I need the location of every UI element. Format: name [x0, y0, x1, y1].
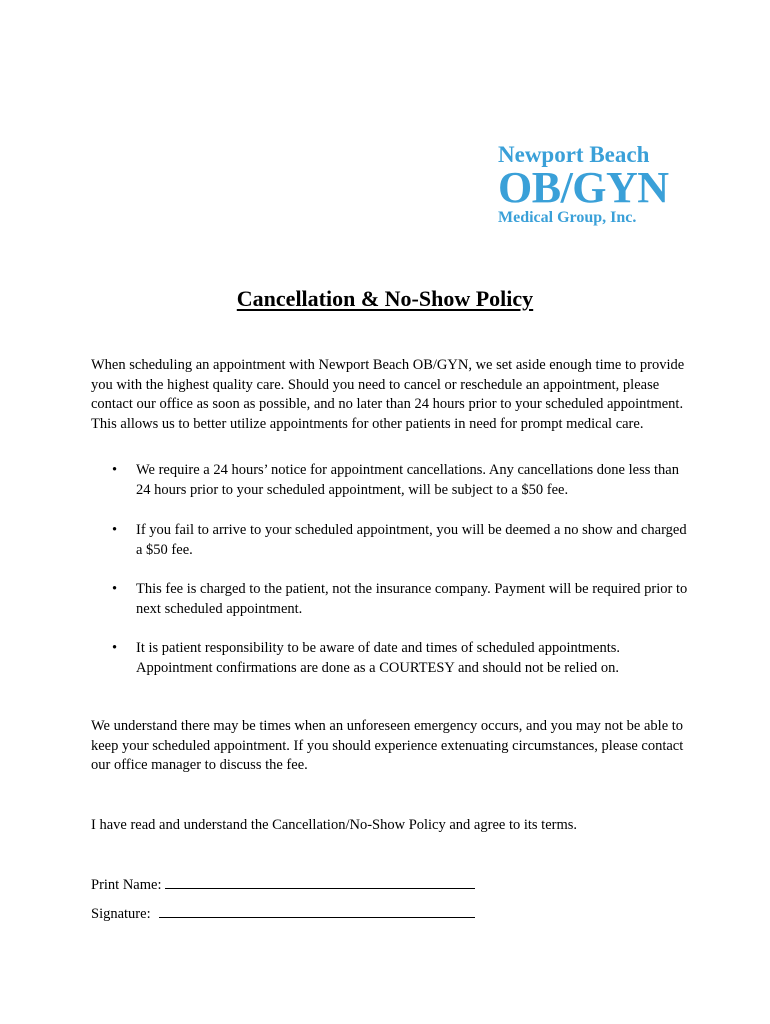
signature-field [91, 903, 475, 925]
bullet-text: This fee is charged to the patient, not the insurance company. Payment will be required prior to next scheduled appointment. [136, 581, 688, 617]
bullet-icon: • [112, 640, 118, 656]
practice-logo [498, 142, 738, 228]
logo-line-1: Newport Beach [498, 142, 650, 167]
logo-line-2: OB/GYN [498, 163, 669, 212]
document-title: Cancellation & No-Show Policy [236, 286, 534, 311]
bullet-icon: • [112, 581, 118, 597]
bullet-text: It is patient responsibility to be aware of date and times of scheduled appointments. Appointment confirmations are done as a COURTESY and should not be relied on. [136, 640, 621, 676]
bullet-text: We require a 24 hours’ notice for appointment cancellations. Any cancellations done less than 24 hours prior to your scheduled appointment, will be subject to a $50 fee. [136, 462, 679, 498]
signature-label: Signature: [91, 906, 151, 922]
print-name-label: Print Name: [91, 877, 162, 893]
logo-line-3: Medical Group, Inc. [498, 209, 637, 226]
understanding-paragraph: We understand there may be times when an unforeseen emergency occurs, and you may not be able to keep your scheduled appointment. If you should experience extenuating circumstances, please contact our office manager to discuss the fee. [91, 718, 684, 774]
bullet-icon: • [112, 462, 118, 478]
signature-line[interactable] [159, 903, 475, 918]
print-name-field [91, 874, 475, 896]
print-name-line[interactable] [165, 874, 475, 889]
intro-paragraph: When scheduling an appointment with Newport Beach OB/GYN, we set aside enough time to provide you with the highest quality care. Should you need to cancel or reschedule an appointment, please contact our office as soon as possible, and no later than 24 hours prior to your scheduled appointment. This allows us to better utilize appointments for other patients in need for prompt medical care. [91, 357, 685, 432]
document-title-container [0, 284, 770, 314]
bullet-text: If you fail to arrive to your scheduled appointment, you will be deemed a no show and charged a $50 fee. [136, 522, 687, 558]
bullet-icon: • [112, 522, 118, 538]
acknowledgement-paragraph: I have read and understand the Cancellation/No-Show Policy and agree to its terms. [91, 817, 578, 833]
